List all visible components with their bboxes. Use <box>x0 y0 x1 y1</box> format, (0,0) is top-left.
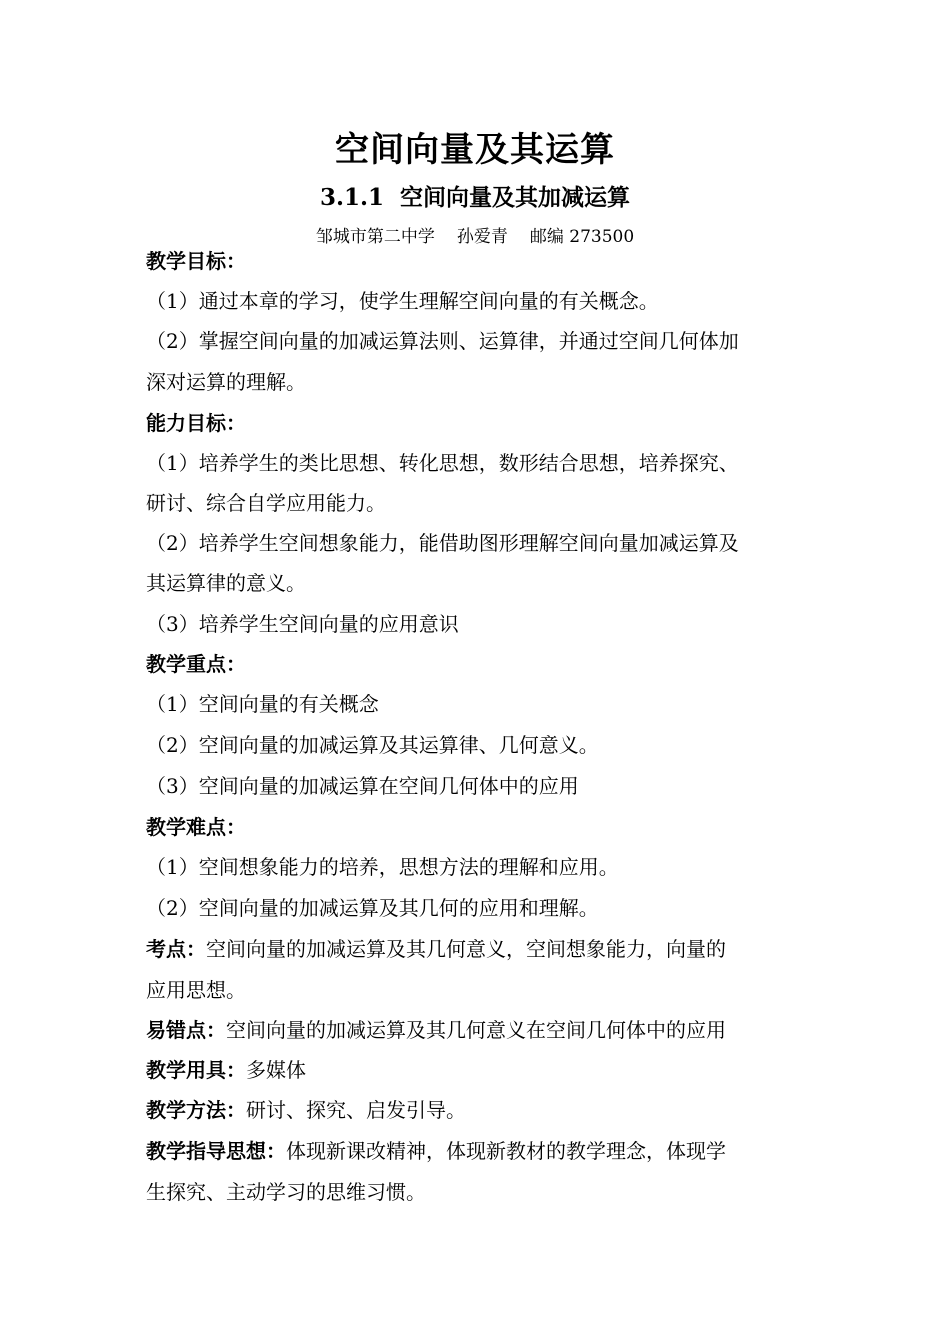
teaching-tools-line <box>146 1055 816 1085</box>
exam-points-line <box>146 934 816 964</box>
error-points-line <box>146 1015 816 1045</box>
teaching-tools-label: 教学用具： <box>146 1058 246 1082</box>
author-name: 孙爱青 <box>456 227 508 247</box>
school-name: 邹城市第二中学 <box>315 227 435 247</box>
teaching-methods-line <box>146 1095 816 1125</box>
error-points-text: 空间向量的加减运算及其几何意义在空间几何体中的应用 <box>226 1018 726 1042</box>
teaching-methods-label: 教学方法： <box>146 1098 246 1122</box>
document-subtitle <box>0 180 950 216</box>
difficulties-heading: 教学难点： <box>146 815 246 839</box>
guiding-thought-text: 体现新课改精神，体现新教材的教学理念，体现学 <box>286 1139 726 1163</box>
key-point-item: （1）空间向量的有关概念 <box>146 692 379 716</box>
teaching-methods-text: 研讨、探究、启发引导。 <box>246 1098 466 1122</box>
error-points-label: 易错点： <box>146 1018 226 1042</box>
teaching-goal-item: （1）通过本章的学习，使学生理解空间向量的有关概念。 <box>146 289 659 313</box>
ability-goals-heading: 能力目标： <box>146 411 246 435</box>
teaching-goal-item: （2）掌握空间向量的加减运算法则、运算律，并通过空间几何体加 <box>146 329 739 353</box>
guiding-thought-continuation: 生探究、主动学习的思维习惯。 <box>146 1180 426 1204</box>
section-number: 3.1.1 <box>319 184 385 211</box>
key-points-heading: 教学重点： <box>146 652 246 676</box>
ability-goal-item: 其运算律的意义。 <box>146 571 306 595</box>
key-point-item: （2）空间向量的加减运算及其运算律、几何意义。 <box>146 733 599 757</box>
teaching-goals-heading: 教学目标： <box>146 249 246 273</box>
exam-points-continuation: 应用思想。 <box>146 978 246 1002</box>
section-title: 空间向量及其加减运算 <box>400 184 631 211</box>
guiding-thought-line <box>146 1136 816 1166</box>
exam-points-text: 空间向量的加减运算及其几何意义，空间想象能力，向量的 <box>206 937 726 961</box>
teaching-tools-text: 多媒体 <box>246 1058 306 1082</box>
ability-goal-item: （3）培养学生空间向量的应用意识 <box>146 612 459 636</box>
guiding-thought-label: 教学指导思想： <box>146 1139 286 1163</box>
ability-goal-item: （1）培养学生的类比思想、转化思想，数形结合思想，培养探究、 <box>146 451 739 475</box>
postcode: 邮编 273500 <box>529 227 635 247</box>
ability-goal-item: 研讨、综合自学应用能力。 <box>146 491 386 515</box>
ability-goal-item: （2）培养学生空间想象能力，能借助图形理解空间向量加减运算及 <box>146 531 739 555</box>
difficulty-item: （1）空间想象能力的培养，思想方法的理解和应用。 <box>146 855 619 879</box>
teaching-goal-item: 深对运算的理解。 <box>146 370 306 394</box>
exam-points-label: 考点： <box>146 937 206 961</box>
document-title: 空间向量及其运算 <box>335 130 615 170</box>
key-point-item: （3）空间向量的加减运算在空间几何体中的应用 <box>146 774 579 798</box>
difficulty-item: （2）空间向量的加减运算及其几何的应用和理解。 <box>146 896 599 920</box>
